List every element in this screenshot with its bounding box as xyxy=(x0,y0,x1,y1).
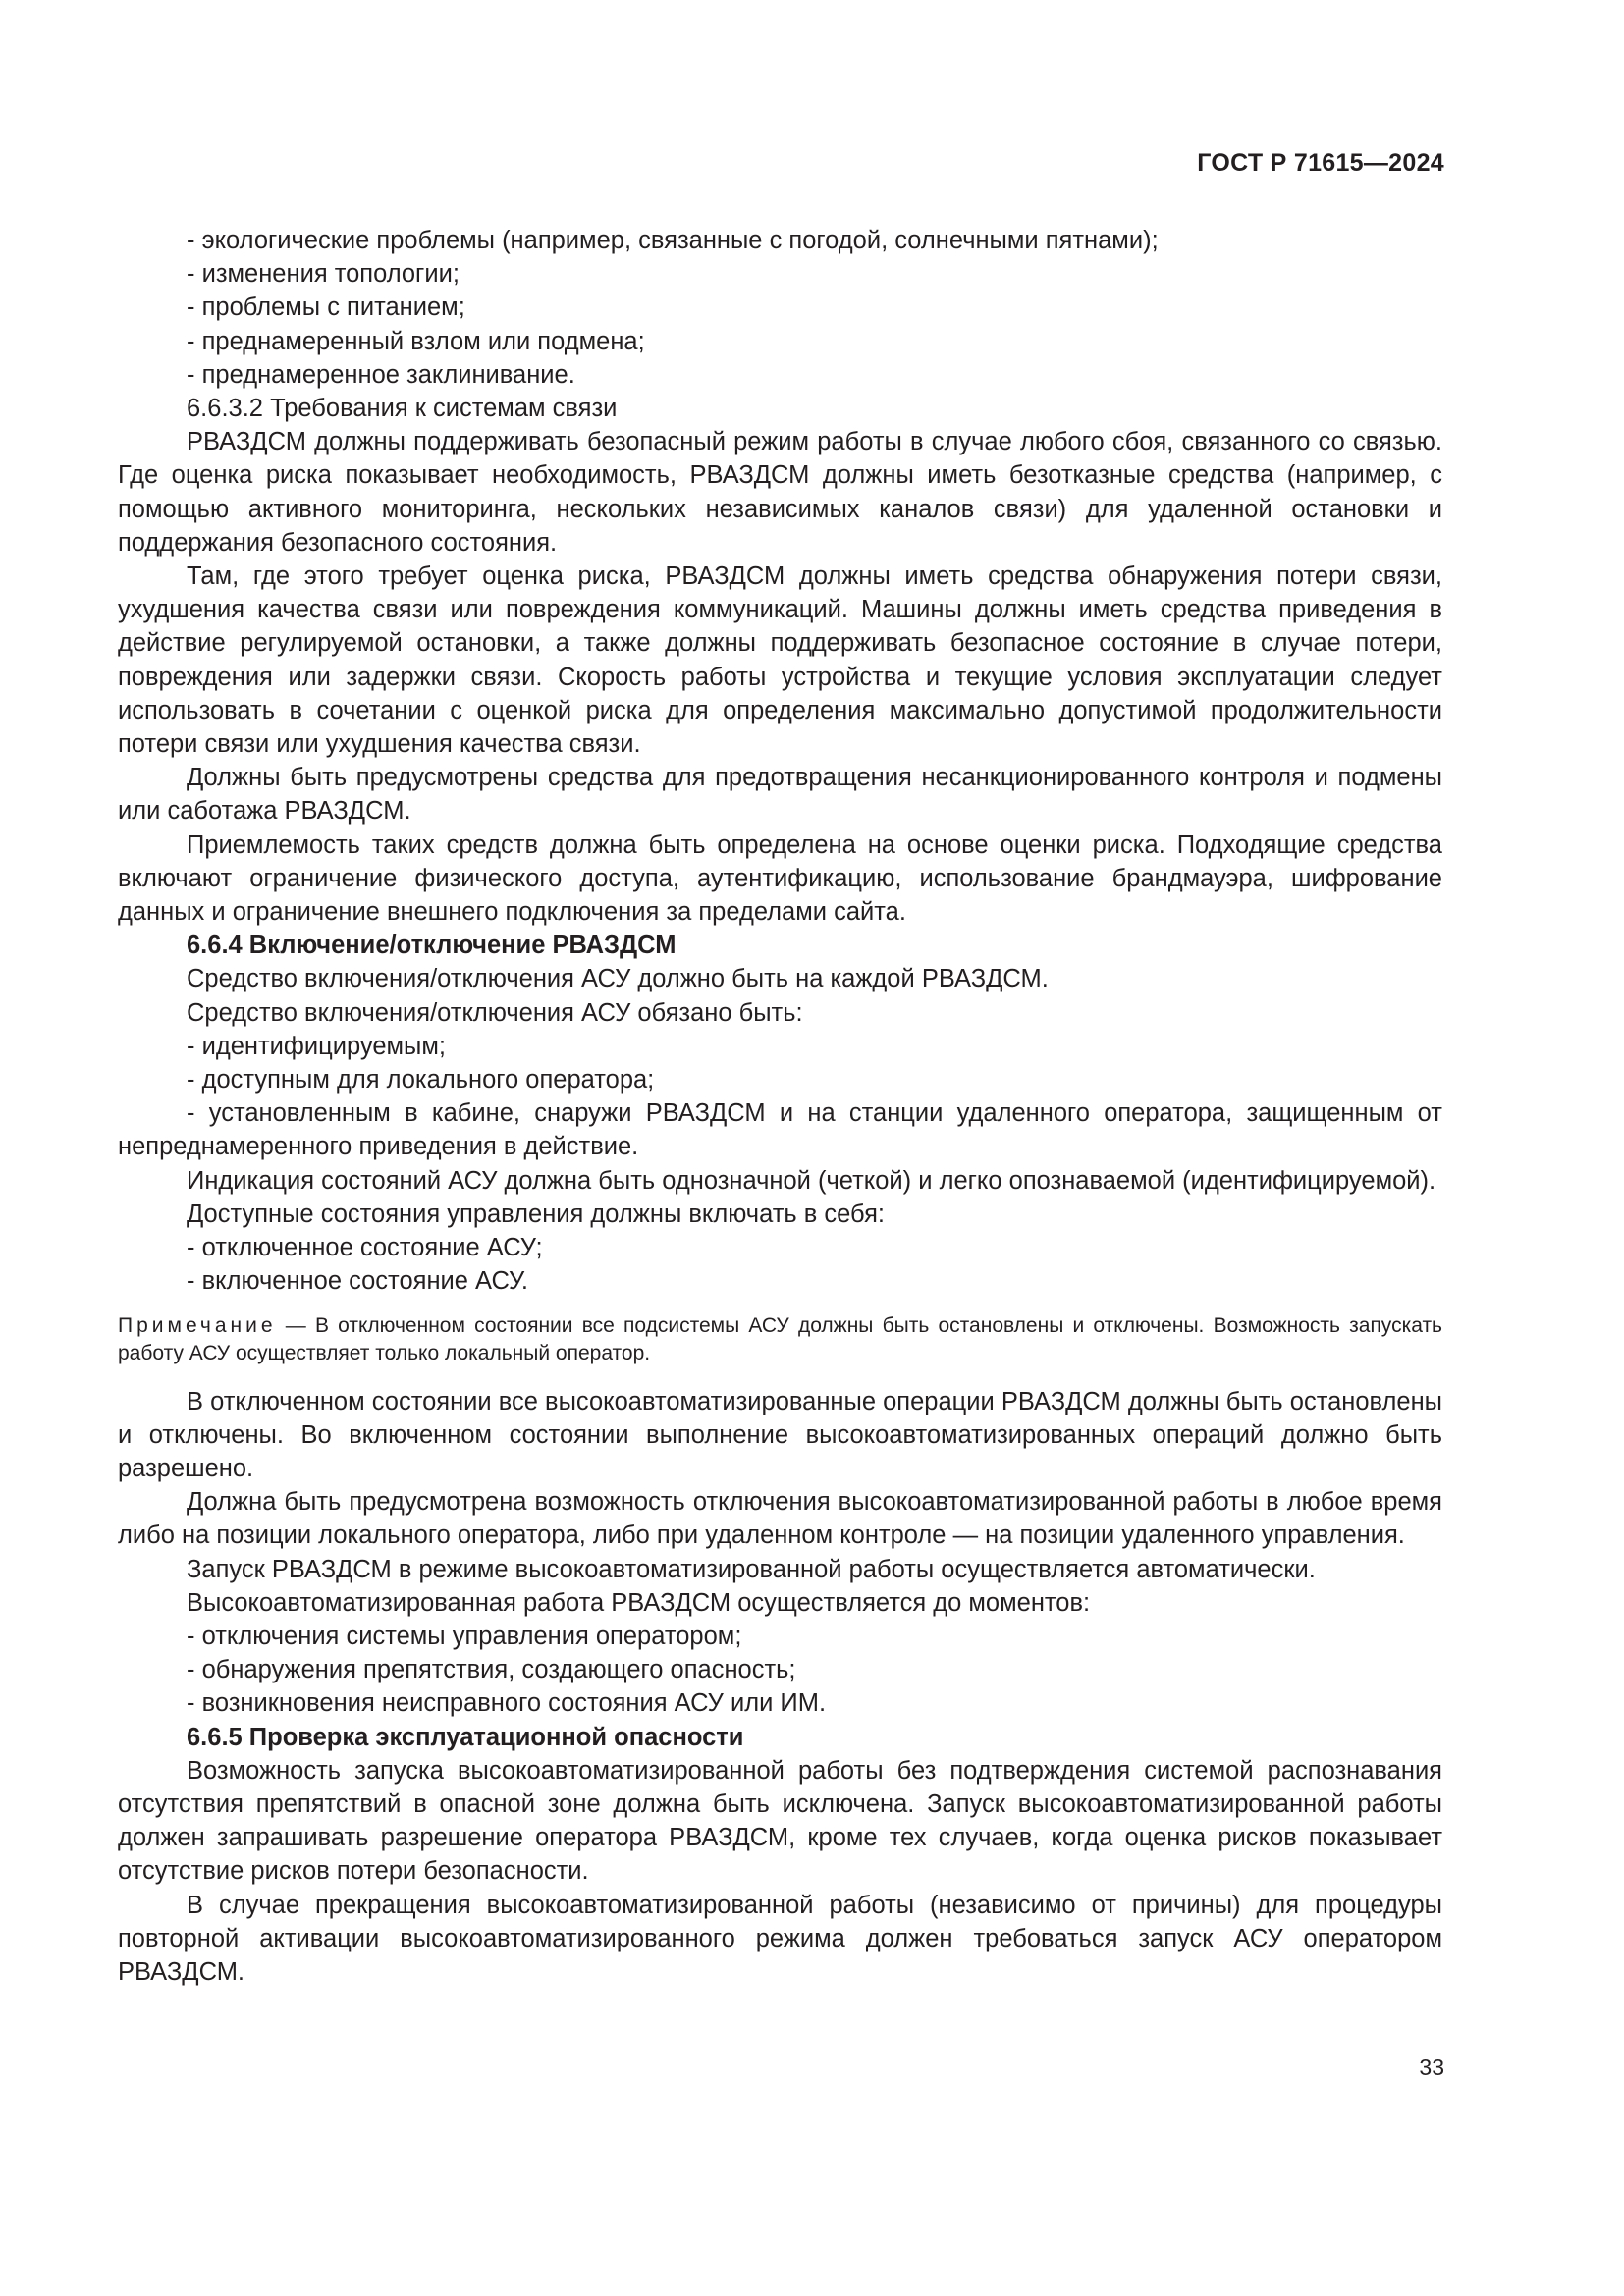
list-item: - экологические проблемы (например, связанные с погодой, солнечными пятнами); xyxy=(187,227,1159,254)
note-label: Примечание xyxy=(118,1313,277,1337)
paragraph: Должны быть предусмотрены средства для предотвращения несанкционированного контроля и подмены или саботажа РВАЗДСМ. xyxy=(118,764,1442,826)
page-number: 33 xyxy=(1419,2055,1444,2080)
paragraph: Приемлемость таких средств должна быть определена на основе оценки риска. Подходящие средства включают ограничение физического доступа, аутентификацию, использование брандмауэра, шифрование данных и ограничение внешнего подключения за пределами сайта. xyxy=(118,830,1442,927)
list-item: - преднамеренное заклинивание. xyxy=(187,360,575,389)
document-body xyxy=(118,224,1442,1989)
note-paragraph xyxy=(118,1312,1442,1367)
paragraph: РВАЗДСМ должны поддерживать безопасный режим работы в случае любого сбоя, связанного со связью. Где оценка риска показывает необходимость, РВАЗДСМ должны иметь безотказные средства (например, с помощью активного мониторинга, нескольких независимых каналов связи) для удаленной остановки и поддержания безопасного состояния. xyxy=(118,428,1442,557)
paragraph: Запуск РВАЗДСМ в режиме высокоавтоматизированной работы осуществляется автоматически. xyxy=(187,1555,1316,1583)
section-heading: 6.6.5 Проверка эксплуатационной опасности xyxy=(187,1723,744,1751)
paragraph: 6.6.3.2 Требования к системам связи xyxy=(187,395,618,423)
paragraph: В случае прекращения высокоавтоматизированной работы (независимо от причины) для процедуры повторной активации высокоавтоматизированного режима должен требоваться запуск АСУ оператором РВАЗДСМ. xyxy=(118,1891,1442,1986)
paragraph: Доступные состояния управления должны включать в себя: xyxy=(187,1200,885,1228)
list-item: - доступным для локального оператора; xyxy=(187,1066,655,1095)
note-text: — В отключенном состоянии все подсистемы АСУ должны быть остановлены и отключены. Возможность запускать работу АСУ осуществляет только локальный оператор. xyxy=(118,1313,1442,1364)
paragraph: Средство включения/отключения АСУ должно быть на каждой РВАЗДСМ. xyxy=(187,965,1049,993)
paragraph: Высокоавтоматизированная работа РВАЗДСМ осуществляется до моментов: xyxy=(187,1588,1091,1617)
paragraph: Индикация состояний АСУ должна быть однозначной (четкой) и легко опознаваемой (идентифицируемой). xyxy=(187,1166,1436,1195)
paragraph: В отключенном состоянии все высокоавтоматизированные операции РВАЗДСМ должны быть остановлены и отключены. Во включенном состоянии выполнение высокоавтоматизированных операций должно быть разрешено. xyxy=(118,1387,1442,1482)
list-item: - отключения системы управления оператором; xyxy=(187,1622,742,1650)
section-heading: 6.6.4 Включение/отключение РВАЗДСМ xyxy=(187,932,677,960)
list-item: - установленным в кабине, снаружи РВАЗДСМ и на станции удаленного оператора, защищенным от непреднамеренного приведения в действие. xyxy=(118,1099,1442,1161)
list-item: - идентифицируемым; xyxy=(187,1032,446,1060)
document-code-header: ГОСТ Р 71615—2024 xyxy=(1197,149,1444,177)
paragraph: Средство включения/отключения АСУ обязано быть: xyxy=(187,998,803,1027)
list-item: - изменения топологии; xyxy=(187,260,460,289)
list-item: - включенное состояние АСУ. xyxy=(187,1267,528,1296)
list-item: - преднамеренный взлом или подмена; xyxy=(187,327,645,355)
list-item: - проблемы с питанием; xyxy=(187,294,465,322)
paragraph: Возможность запуска высокоавтоматизированной работы без подтверждения системой распознавания отсутствия препятствий в опасной зоне должна быть исключена. Запуск высокоавтоматизированной работы должен запрашивать разрешение оператора РВАЗДСМ, кроме тех случаев, когда оценка рисков показывает отсутствие рисков потери безопасности. xyxy=(118,1756,1442,1886)
list-item: - отключенное состояние АСУ; xyxy=(187,1234,543,1262)
list-item: - обнаружения препятствия, создающего опасность; xyxy=(187,1656,796,1684)
paragraph: Должна быть предусмотрена возможность отключения высокоавтоматизированной работы в любое время либо на позиции локального оператора, либо при удаленном контроле — на позиции удаленного управления. xyxy=(118,1488,1442,1550)
paragraph: Там, где этого требует оценка риска, РВАЗДСМ должны иметь средства обнаружения потери связи, ухудшения качества связи или повреждения коммуникаций. Машины должны иметь средства приведения в действие регулируемой остановки, а также должны поддерживать безопасное состояние в случае потери, повреждения или задержки связи. Скорость работы устройства и текущие условия эксплуатации следует использовать в сочетании с оценкой риска для определения максимально допустимой продолжительности потери связи или ухудшения качества связи. xyxy=(118,562,1442,759)
list-item: - возникновения неисправного состояния АСУ или ИМ. xyxy=(187,1689,827,1718)
